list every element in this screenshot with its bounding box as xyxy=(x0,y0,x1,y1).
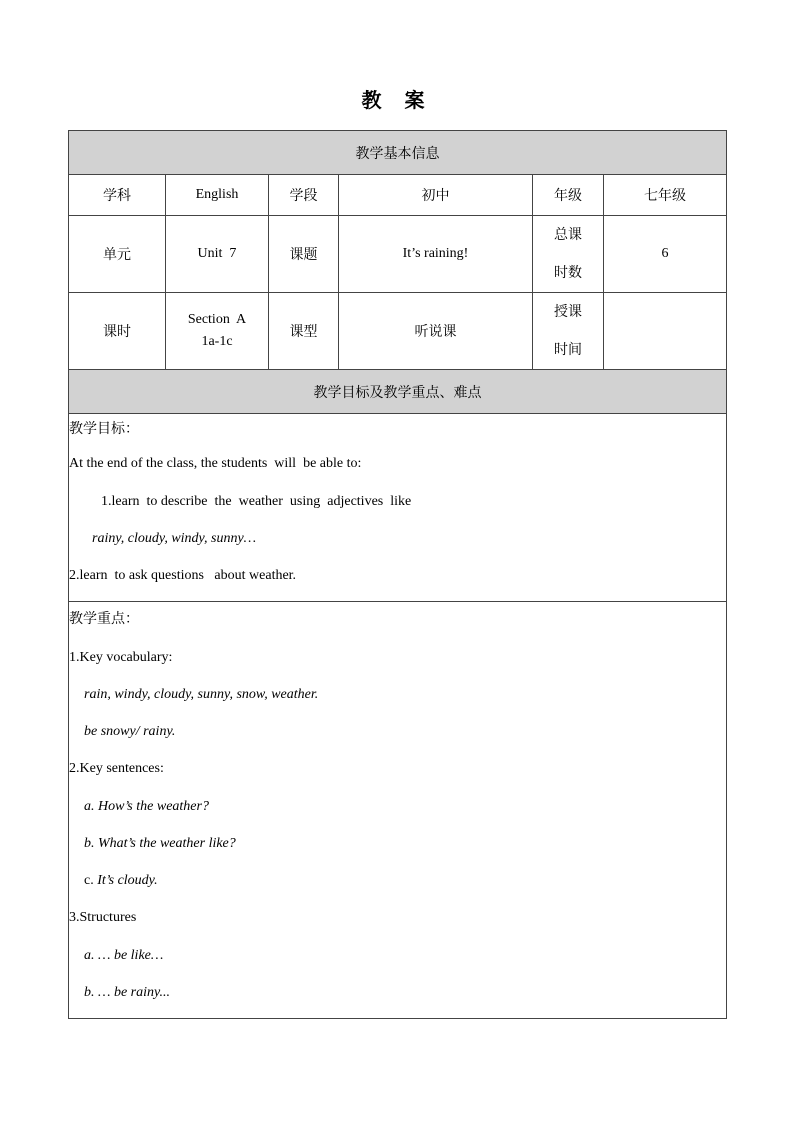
key-sentence-a: a. How’s the weather? xyxy=(84,799,209,814)
document-title: 教 案 xyxy=(361,88,433,112)
stage-label: 学段 xyxy=(269,175,339,216)
structure-b: b. … be rainy... xyxy=(84,985,170,1000)
topic-value: It’s raining! xyxy=(339,216,533,293)
objective-1-examples: rainy, cloudy, windy, sunny… xyxy=(92,531,257,546)
topic-label: 课题 xyxy=(269,216,339,293)
structures-title: 3.Structures xyxy=(69,910,137,925)
teaching-time-label-line1: 授课 xyxy=(554,304,582,320)
key-sentence-c-label: c. xyxy=(84,873,94,888)
teaching-time-label-line2: 时间 xyxy=(554,342,582,358)
period-value-line2: 1a-1c xyxy=(201,334,233,349)
basic-info-header: 教学基本信息 xyxy=(69,131,727,175)
grade-value: 七年级 xyxy=(604,175,727,216)
stage-value: 初中 xyxy=(339,175,533,216)
key-sentence-c xyxy=(84,873,158,889)
total-hours-value: 6 xyxy=(604,216,727,293)
total-hours-label-line1: 总课 xyxy=(554,227,582,243)
key-vocabulary-list: rain, windy, cloudy, sunny, snow, weather. xyxy=(84,687,319,702)
key-sentences-title: 2.Key sentences: xyxy=(69,761,164,776)
objectives-intro: At the end of the class, the students will be able to: xyxy=(69,456,362,471)
subject-value: English xyxy=(166,175,269,216)
structure-a: a. … be like… xyxy=(84,948,164,963)
lesson-type-value: 听说课 xyxy=(339,293,533,370)
key-sentence-b: b. What’s the weather like? xyxy=(84,836,236,851)
key-vocabulary-phrase: be snowy/ rainy. xyxy=(84,724,176,739)
lesson-type-label: 课型 xyxy=(269,293,339,370)
unit-label: 单元 xyxy=(69,216,166,293)
key-points-cell xyxy=(69,602,727,1019)
unit-value: Unit 7 xyxy=(166,216,269,293)
period-value xyxy=(166,293,269,370)
objective-2: 2.learn to ask questions about weather. xyxy=(69,568,297,583)
key-points-heading: 教学重点： xyxy=(69,611,139,627)
key-sentence-c-text: It’s cloudy. xyxy=(97,873,158,888)
grade-label: 年级 xyxy=(533,175,604,216)
teaching-time-value xyxy=(604,293,727,370)
subject-label: 学科 xyxy=(69,175,166,216)
lesson-plan-table xyxy=(68,130,727,1019)
period-value-line1: Section A xyxy=(187,312,247,327)
teaching-time-label xyxy=(533,293,604,370)
objective-1: 1.learn to describe the weather using adjectives like xyxy=(101,494,412,509)
total-hours-label-line2: 时数 xyxy=(554,265,582,281)
objectives-header: 教学目标及教学重点、难点 xyxy=(69,370,727,414)
objectives-heading: 教学目标： xyxy=(69,421,139,437)
key-vocabulary-title: 1.Key vocabulary: xyxy=(69,650,173,665)
objectives-cell xyxy=(69,414,727,602)
period-label: 课时 xyxy=(69,293,166,370)
total-hours-label xyxy=(533,216,604,293)
